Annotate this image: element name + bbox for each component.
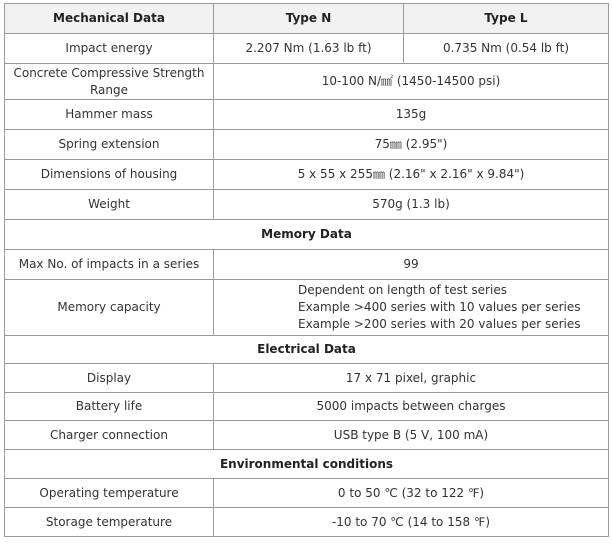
section-row (5, 220, 609, 250)
cell-value: 5 x 55 x 255㎜ (2.16" x 2.16" x 9.84") (214, 160, 609, 190)
row-label: Battery life (5, 393, 214, 421)
memory-capacity-line: Example >200 series with 20 values per series (298, 317, 581, 331)
row-label: Hammer mass (5, 100, 214, 130)
section-title-environmental: Environmental conditions (5, 450, 609, 479)
table-row (5, 393, 609, 421)
table-row (5, 250, 609, 280)
table-row (5, 190, 609, 220)
row-label: Impact energy (5, 34, 214, 64)
row-label: Memory capacity (5, 280, 214, 336)
cell-value: -10 to 70 ℃ (14 to 158 ℉) (214, 508, 609, 537)
cell-value: 0 to 50 ℃ (32 to 122 ℉) (214, 479, 609, 508)
cell-value: 10-100 N/㎟ (1450-14500 psi) (214, 64, 609, 100)
cell-type-l: 0.735 Nm (0.54 lb ft) (404, 34, 609, 64)
table-row (5, 34, 609, 64)
cell-value (214, 280, 609, 336)
row-label-line: Concrete Compressive Strength (13, 65, 205, 80)
cell-type-n: 2.207 Nm (1.63 lb ft) (214, 34, 404, 64)
memory-capacity-line: Example >400 series with 10 values per series (298, 300, 581, 314)
specification-table (4, 3, 609, 537)
row-label: Spring extension (5, 130, 214, 160)
table-row (5, 479, 609, 508)
table-row (5, 100, 609, 130)
section-row (5, 450, 609, 479)
row-label: Storage temperature (5, 508, 214, 537)
row-label: Dimensions of housing (5, 160, 214, 190)
row-label (5, 64, 214, 100)
cell-value: 99 (214, 250, 609, 280)
table-row (5, 421, 609, 450)
row-label: Operating temperature (5, 479, 214, 508)
section-title-memory: Memory Data (5, 220, 609, 250)
header-mechanical-data: Mechanical Data (5, 4, 214, 34)
row-label: Display (5, 364, 214, 393)
cell-value: 75㎜ (2.95") (214, 130, 609, 160)
table-row (5, 280, 609, 336)
header-type-n: Type N (214, 4, 404, 34)
row-label: Max No. of impacts in a series (5, 250, 214, 280)
cell-value: 570g (1.3 lb) (214, 190, 609, 220)
cell-value: 135g (214, 100, 609, 130)
header-row (5, 4, 609, 34)
cell-value: USB type B (5 V, 100 mA) (214, 421, 609, 450)
row-label: Weight (5, 190, 214, 220)
section-title-electrical: Electrical Data (5, 336, 609, 364)
row-label: Charger connection (5, 421, 214, 450)
cell-value: 17 x 71 pixel, graphic (214, 364, 609, 393)
table-row (5, 364, 609, 393)
header-type-l: Type L (404, 4, 609, 34)
table-row (5, 508, 609, 537)
cell-value: 5000 impacts between charges (214, 393, 609, 421)
memory-capacity-line: Dependent on length of test series (298, 283, 507, 297)
row-label-line: Range (89, 82, 129, 97)
table-row (5, 160, 609, 190)
table-row (5, 130, 609, 160)
table-row (5, 64, 609, 100)
section-row (5, 336, 609, 364)
